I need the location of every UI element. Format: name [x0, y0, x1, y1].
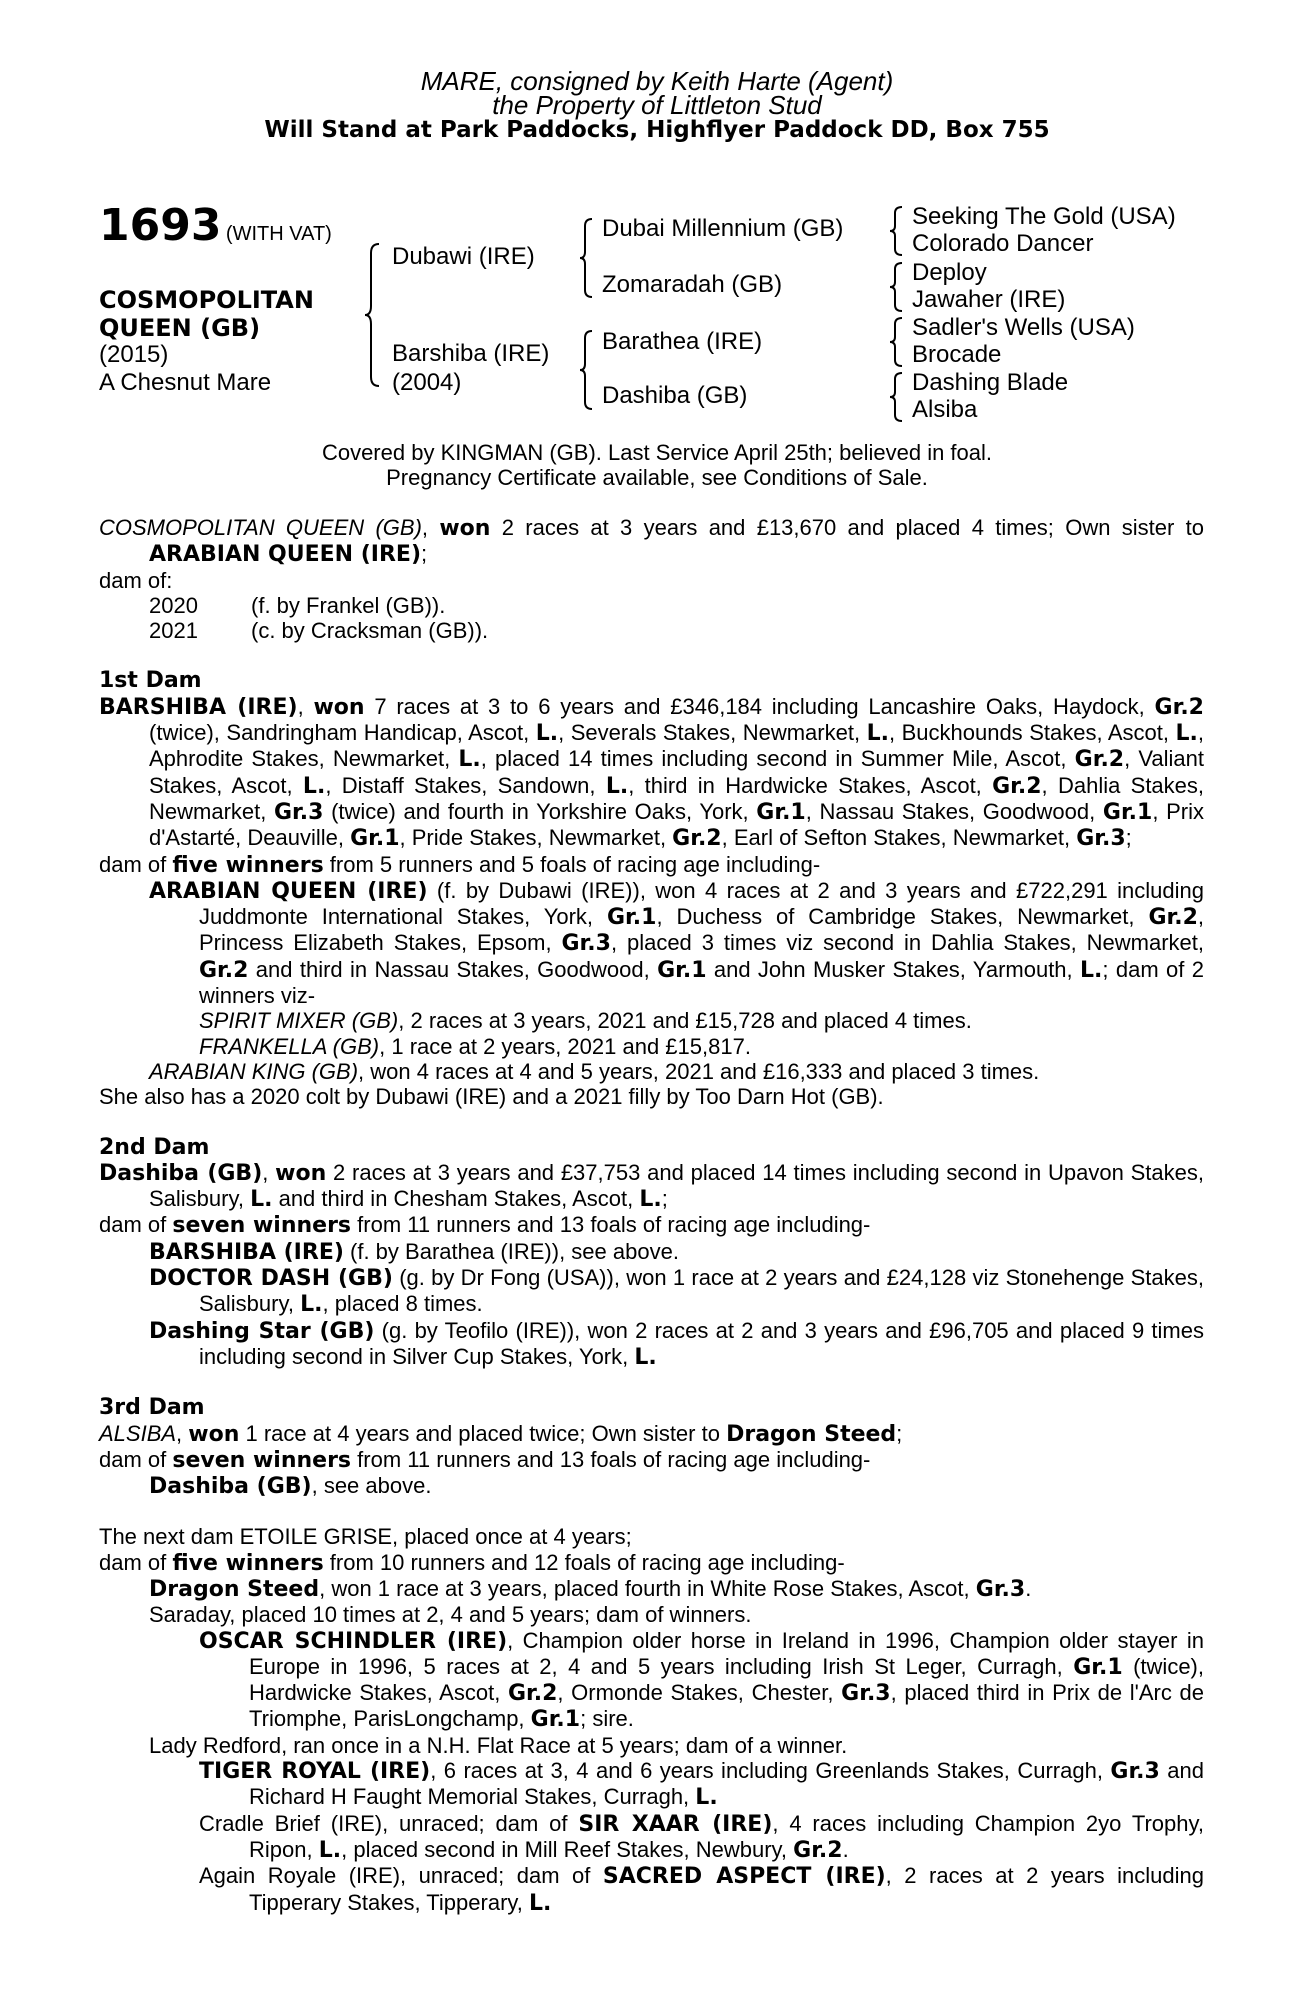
- saraday-record: Saraday, placed 10 times at 2, 4 and 5 years; dam of winners.: [149, 1602, 752, 1628]
- produce-row: [99, 593, 1204, 618]
- barshiba-ref: BARSHIBA (IRE) (f. by Barathea (IRE)), see above.: [149, 1238, 679, 1265]
- pedigree-sire: Dubawi (IRE): [392, 243, 535, 270]
- catalogue-body: [99, 515, 1204, 1916]
- horse-name-line1: COSMOPOLITAN: [99, 286, 314, 314]
- tiger-royal-record: TIGER ROYAL (IRE), 6 races at 3, 4 and 6 years including Greenlands Stakes, Curragh, Gr.3 and Richard H Faught Memorial Stakes, Curragh, L.: [199, 1758, 1204, 1811]
- spirit-mixer-record: SPIRIT MIXER (GB), 2 races at 3 years, 2021 and £15,728 and placed 4 times.: [199, 1008, 972, 1034]
- pedigree-bracket-dam: [580, 330, 594, 410]
- dragon-steed-record: Dragon Steed, won 1 race at 3 years, placed fourth in White Rose Stakes, Ascot, Gr.3.: [149, 1575, 1032, 1602]
- lady-redford-record: Lady Redford, ran once in a N.H. Flat Race at 5 years; dam of a winner.: [149, 1732, 848, 1758]
- dam-of-line: dam of seven winners from 11 runners and 13 foals of racing age including-: [99, 1212, 871, 1239]
- also-has-line: She also has a 2020 colt by Dubawi (IRE) and a 2021 filly by Too Darn Hot (GB).: [99, 1084, 884, 1110]
- section-heading-2nd-dam: 2nd Dam: [99, 1134, 210, 1160]
- covered-line: Covered by KINGMAN (GB). Last Service April 25th; believed in foal.: [321, 440, 993, 465]
- pedigree-sss: Seeking The Gold (USA): [912, 203, 1176, 230]
- pedigree-ssd: Colorado Dancer: [912, 230, 1094, 257]
- pedigree-dds: Dashing Blade: [912, 369, 1069, 396]
- consignor-line: MARE, consigned by Keith Harte (Agent): [420, 66, 894, 96]
- pedigree-bracket-dd: [890, 372, 904, 422]
- dam-of-label: dam of:: [99, 567, 173, 593]
- oscar-schindler-record: OSCAR SCHINDLER (IRE), Champion older horse in Ireland in 1996, Champion older stayer in Europe in 1996, 5 races at 2, 4 and 5 years including Irish St Leger, Curragh, Gr.1 (twice), Hardwicke Stakes, Ascot, Gr.2, Ormonde Stakes, Chester, Gr.3, placed third in Prix de l'Arc de Triomphe, ParisLongchamp, Gr.1; sire.: [199, 1627, 1204, 1733]
- dashing-star-record: Dashing Star (GB) (g. by Teofilo (IRE)), won 2 races at 2 and 3 years and £96,705 and placed 9 times including second in Silver Cup Stakes, York, L.: [149, 1317, 1204, 1370]
- pedigree-dam-year: (2004): [392, 369, 462, 396]
- pedigree-sire-sire: Dubai Millennium (GB): [602, 215, 844, 242]
- produce-year: 2020: [149, 592, 198, 618]
- produce-row: [99, 618, 1204, 643]
- lot-number-row: [99, 200, 332, 251]
- dam-of-line: dam of seven winners from 11 runners and 13 foals of racing age including-: [99, 1446, 871, 1473]
- pedigree-sds: Deploy: [912, 259, 987, 286]
- dam-of-line: dam of five winners from 10 runners and 12 foals of racing age including-: [99, 1549, 845, 1576]
- arabian-king-record: ARABIAN KING (GB), won 4 races at 4 and 5 years, 2021 and £16,333 and placed 3 times.: [149, 1058, 1040, 1084]
- pedigree-bracket-sd: [890, 262, 904, 312]
- produce-year: 2021: [149, 618, 198, 644]
- dashiba-record: Dashiba (GB), won 2 races at 3 years and £37,753 and placed 14 times including second in Upavon Stakes, Salisbury, L. and third in Chesham Stakes, Ascot, L.;: [99, 1159, 1204, 1213]
- pedigree-dsd: Brocade: [912, 341, 1002, 368]
- next-dam-line: The next dam ETOILE GRISE, placed once at 4 years;: [99, 1524, 632, 1550]
- pedigree-bracket-ss: [890, 206, 904, 256]
- pedigree-dam-dam: Dashiba (GB): [602, 382, 748, 409]
- horse-name-line2: QUEEN (GB): [99, 314, 261, 342]
- property-line: the Property of Littleton Stud: [492, 90, 822, 120]
- pedigree-ddd: Alsiba: [912, 396, 978, 423]
- arabian-queen-record: ARABIAN QUEEN (IRE) (f. by Dubawi (IRE)), won 4 races at 2 and 3 years and £722,291 including Juddmonte International Stakes, York, Gr.1, Duchess of Cambridge Stakes, Newmarket, Gr.2, Princess Elizabeth Stakes, Epsom, Gr.3, placed 3 times viz second in Dahlia Stakes, Newmarket, Gr.2 and third in Nassau Stakes, Goodwood, Gr.1 and John Musker Stakes, Yarmouth, L.; dam of 2 winners viz-: [149, 877, 1205, 1009]
- pedigree-dam-sire: Barathea (IRE): [602, 328, 763, 355]
- pedigree-sire-dam: Zomaradah (GB): [602, 271, 783, 298]
- dashiba-ref: Dashiba (GB), see above.: [149, 1473, 432, 1500]
- pedigree-bracket-sire: [580, 218, 594, 298]
- produce-text: (f. by Frankel (GB)).: [251, 592, 446, 618]
- pedigree-sdd: Jawaher (IRE): [912, 286, 1066, 313]
- pedigree-dam: Barshiba (IRE): [392, 340, 550, 367]
- barshiba-record: BARSHIBA (IRE), won 7 races at 3 to 6 years and £346,184 including Lancashire Oaks, Haydock, Gr.2 (twice), Sandringham Handicap, Ascot, L., Severals Stakes, Newmarket, L., Buckhounds Stakes, Ascot, L., Aphrodite Stakes, Newmarket, L., placed 14 times including second in Summer Mile, Ascot, Gr.2, Valiant Stakes, Ascot, L., Distaff Stakes, Sandown, L., third in Hardwicke Stakes, Ascot, Gr.2, Dahlia Stakes, Newmarket, Gr.3 (twice) and fourth in Yorkshire Oaks, York, Gr.1, Nassau Stakes, Goodwood, Gr.1, Prix d'Astarté, Deauville, Gr.1, Pride Stakes, Newmarket, Gr.2, Earl of Sefton Stakes, Newmarket, Gr.3;: [99, 693, 1205, 852]
- section-heading-3rd-dam: 3rd Dam: [99, 1395, 205, 1421]
- cradle-brief-record: Cradle Brief (IRE), unraced; dam of SIR XAAR (IRE), 4 races including Champion 2yo Trophy, Ripon, L., placed second in Mill Reef Stakes, Newbury, Gr.2.: [199, 1810, 1204, 1863]
- again-royale-record: Again Royale (IRE), unraced; dam of SACRED ASPECT (IRE), 2 races at 2 years including Tipperary Stakes, Tipperary, L.: [199, 1863, 1204, 1916]
- dam-of-line: dam of five winners from 5 runners and 5 foals of racing age including-: [99, 851, 821, 878]
- mare-record: COSMOPOLITAN QUEEN (GB), won 2 races at 3 years and £13,670 and placed 4 times; Own sister to ARABIAN QUEEN (IRE);: [99, 515, 1204, 568]
- pregnancy-line: Pregnancy Certificate available, see Conditions of Sale.: [386, 465, 928, 490]
- pedigree-bracket-main: [365, 243, 381, 388]
- frankella-record: FRANKELLA (GB), 1 race at 2 years, 2021 and £15,817.: [199, 1033, 751, 1059]
- lot-number: 1693: [99, 200, 222, 251]
- pedigree-dss: Sadler's Wells (USA): [912, 314, 1135, 341]
- stand-line: Will Stand at Park Paddocks, Highflyer Paddock DD, Box 755: [264, 117, 1050, 143]
- alsiba-record: ALSIBA, won 1 race at 4 years and placed twice; Own sister to Dragon Steed;: [99, 1420, 903, 1447]
- doctor-dash-record: DOCTOR DASH (GB) (g. by Dr Fong (USA)), won 1 race at 2 years and £24,128 viz Stonehenge Stakes, Salisbury, L., placed 8 times.: [149, 1265, 1204, 1318]
- section-heading-1st-dam: 1st Dam: [99, 668, 202, 694]
- horse-description: A Chesnut Mare: [99, 369, 272, 396]
- pedigree-bracket-ds: [890, 317, 904, 367]
- vat-label: (WITH VAT): [225, 223, 332, 245]
- horse-year: (2015): [99, 341, 169, 368]
- produce-text: (c. by Cracksman (GB)).: [251, 618, 489, 644]
